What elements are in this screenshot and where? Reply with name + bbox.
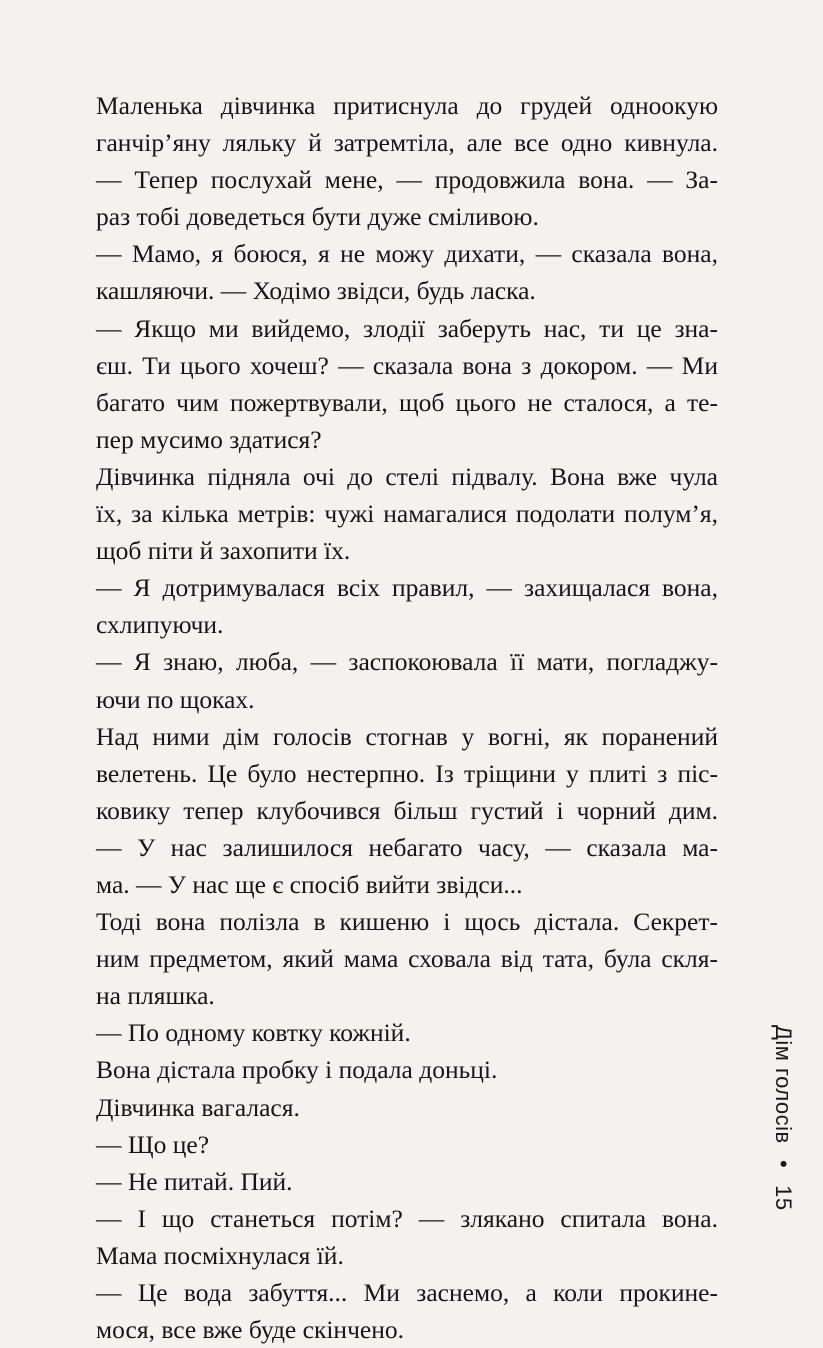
text-line: — По одному ковтку кожній.: [96, 1018, 411, 1048]
text-line: — Не питай. Пий.: [96, 1166, 293, 1196]
separator-dot: •: [771, 1160, 796, 1169]
text-line: — І що станеться потім? — злякано спитала вона.: [96, 1203, 718, 1233]
text-line: — Мамо, я боюся, я не можу дихати, — сказала вона,: [96, 239, 718, 269]
text-line: схлипуючи.: [96, 610, 224, 640]
text-line: ним предметом, який мама сховала від тата, була скля-: [96, 944, 718, 974]
text-line: Над ними дім голосів стогнав у вогні, як поранений: [96, 721, 718, 751]
text-line: ючи по щоках.: [96, 684, 255, 714]
text-line: на пляшка.: [96, 981, 215, 1011]
text-line: Дівчинка вагалася.: [96, 1092, 300, 1122]
text-line: — Тепер послухай мене, — продовжила вона. — За-: [96, 165, 718, 195]
body-text: [96, 87, 718, 1348]
text-line: щоб піти й захопити їх.: [96, 536, 351, 566]
text-line: ма. — У нас ще є спосіб вийти звідси...: [96, 869, 523, 899]
text-line: ковику тепер клубочився більш густий і чорний дим.: [96, 795, 718, 825]
book-title: Дім голосів: [771, 1025, 796, 1144]
text-line: Мама посміхнулася їй.: [96, 1240, 344, 1270]
text-line: Вона дістала пробку і подала доньці.: [96, 1055, 498, 1085]
text-line: кашляючи. — Ходімо звідси, будь ласка.: [96, 276, 536, 306]
text-line: Дівчинка підняла очі до стелі підвалу. Вона вже чула: [96, 461, 718, 491]
text-line: — Я знаю, люба, — заспокоювала її мати, погладжу-: [96, 647, 718, 677]
text-line: ганчір’яну ляльку й затремтіла, але все одно кивнула.: [96, 128, 718, 158]
text-line: Тоді вона полізла в кишеню і щось дістала. Секрет-: [96, 907, 718, 937]
text-line: — Це вода забуття... Ми заснемо, а коли прокинe-: [96, 1278, 718, 1307]
text-line: раз тобі доведеться бути дуже сміливою.: [96, 202, 539, 232]
text-line: Маленька дівчинка притиснула до грудей одноокую: [96, 91, 718, 120]
text-line: мося, все вже буде скінчено.: [96, 1315, 404, 1345]
text-line: їх, за кілька метрів: чужі намагалися подолати полум’я,: [96, 499, 718, 529]
text-line: — Я дотримувалася всіх правил, — захищалася вона,: [96, 573, 718, 603]
text-line: — У нас залишилося небагато часу, — сказала ма-: [96, 832, 718, 862]
text-line: пер мусимо здатися?: [96, 424, 322, 454]
text-line: багато чим пожертвували, щоб цього не сталося, а те-: [96, 387, 718, 417]
running-head: [770, 1025, 796, 1211]
text-line: єш. Ти цього хочеш? — сказала вона з докором. — Ми: [96, 350, 718, 380]
text-line: — Якщо ми вийдемо, злодії заберуть нас, ти це зна-: [96, 313, 718, 343]
text-line: — Що це?: [96, 1129, 210, 1159]
text-line: велетень. Це було нестерпно. Із тріщини у плиті з піс-: [96, 758, 718, 788]
page-number: 15: [771, 1185, 796, 1211]
